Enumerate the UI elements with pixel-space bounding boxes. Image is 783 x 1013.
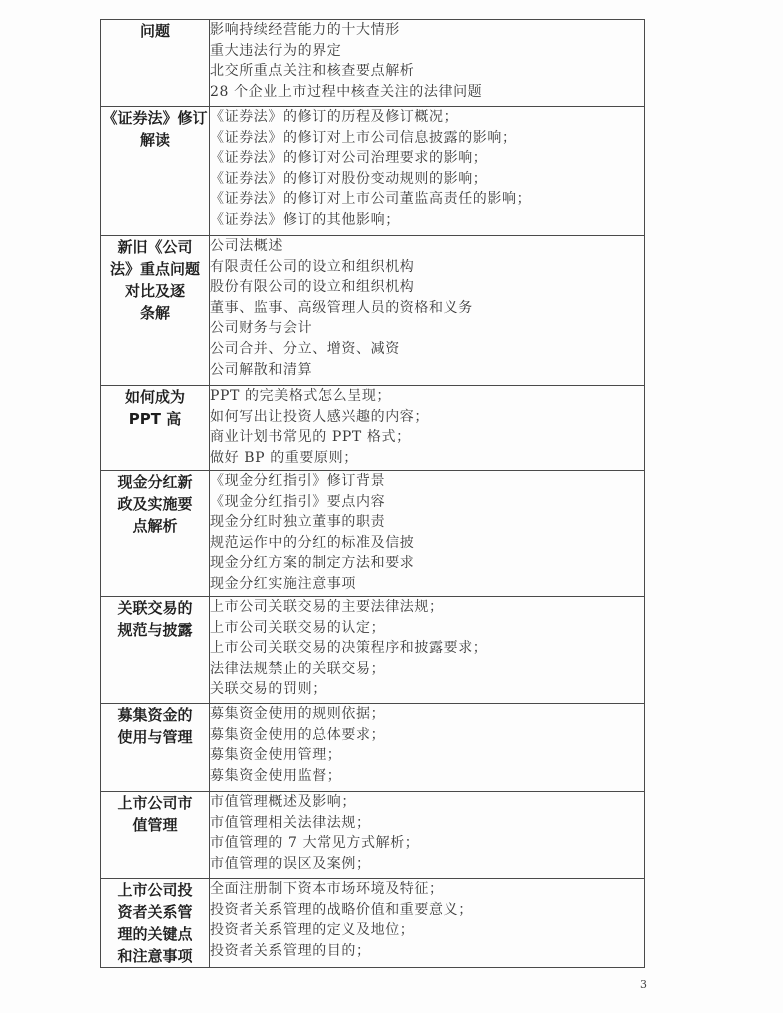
content-cell (210, 236, 645, 386)
content-cell (210, 386, 645, 471)
topic-line: 规范与披露 (117, 621, 193, 639)
topic-cell (101, 20, 210, 107)
content-item: 《现金分红指引》要点内容 (210, 493, 386, 510)
topic-cell (101, 236, 210, 386)
topic-line: 问题 (139, 22, 170, 40)
topic-line: 对比及逐 (124, 282, 185, 300)
topic-line: 关联交易的 (117, 599, 193, 617)
content-item: 重大违法行为的界定 (210, 42, 342, 59)
content-item: 现金分红实施注意事项 (210, 575, 356, 592)
content-cell (210, 471, 645, 597)
content-item: 募集资金使用的总体要求； (210, 726, 386, 743)
content-item: 做好 BP 的重要原则； (210, 449, 358, 466)
content-item: 市值管理的误区及案例； (210, 855, 371, 872)
topic-line: 资者关系管 (117, 903, 193, 921)
content-item: 市值管理相关法律法规； (210, 814, 371, 831)
content-item: 全面注册制下资本市场环境及特征； (210, 881, 444, 897)
topic-line: 点解析 (132, 517, 178, 535)
content-item: 投资者关系管理的目的； (210, 942, 371, 959)
content-cell (210, 20, 645, 107)
content-item: 28 个企业上市过程中核查关注的法律问题 (210, 83, 483, 100)
course-table (100, 19, 645, 968)
content-item: 如何写出让投资人感兴趣的内容； (210, 408, 429, 425)
content-item: 股份有限公司的设立和组织机构 (210, 279, 415, 296)
content-item: 《证券法》的修订对股份变动规则的影响； (210, 170, 488, 187)
content-item: 现金分红时独立董事的职责 (210, 514, 386, 531)
topic-cell (101, 597, 210, 704)
topic-line: 政及实施要 (117, 495, 193, 513)
content-item: 影响持续经营能力的十大情形 (210, 22, 400, 38)
content-item: 《证券法》的修订对上市公司董监高责任的影响； (210, 191, 532, 208)
content-item: 北交所重点关注和核查要点解析 (210, 63, 415, 80)
topic-line: 上市公司市 (117, 794, 193, 812)
topic-line: 和注意事项 (117, 947, 193, 965)
topic-line: 法》重点问题 (109, 260, 200, 278)
topic-line: 值管理 (132, 816, 178, 834)
content-item: 规范运作中的分红的标准及信披 (210, 534, 415, 551)
content-item: 募集资金使用管理； (210, 747, 342, 764)
content-item: 《证券法》的修订的历程及修订概况； (210, 109, 459, 125)
topic-line: 条解 (139, 304, 170, 322)
topic-line: 如何成为 (124, 388, 185, 406)
content-item: 市值管理的 7 大常见方式解析； (210, 835, 420, 852)
content-item: 法律法规禁止的关联交易； (210, 660, 386, 677)
course-row (101, 792, 645, 879)
topic-cell (101, 792, 210, 879)
topic-line: 解读 (139, 131, 170, 149)
content-item: 关联交易的罚则； (210, 681, 327, 698)
content-item: 上市公司关联交易的主要法律法规； (210, 599, 444, 615)
content-item: 《证券法》的修订对公司治理要求的影响； (210, 150, 488, 167)
content-item: 《现金分红指引》修订背景 (210, 473, 386, 489)
topic-line: PPT 高 (128, 410, 182, 428)
content-item: 现金分红方案的制定方法和要求 (210, 555, 415, 572)
content-item: 募集资金使用监督； (210, 767, 342, 784)
topic-line: 使用与管理 (117, 728, 193, 746)
page-number: 3 (640, 978, 647, 991)
topic-line: 《证券法》修订 (102, 109, 208, 127)
content-item: 有限责任公司的设立和组织机构 (210, 258, 415, 275)
topic-line: 上市公司投 (117, 881, 193, 899)
content-item: 公司法概述 (210, 238, 283, 254)
course-row (101, 704, 645, 792)
content-item: 募集资金使用的规则依据； (210, 706, 386, 722)
content-item: 商业计划书常见的 PPT 格式； (210, 429, 411, 446)
course-row (101, 471, 645, 597)
topic-cell (101, 386, 210, 471)
content-cell (210, 597, 645, 704)
course-row (101, 20, 645, 107)
content-item: 投资者关系管理的战略价值和重要意义； (210, 901, 473, 918)
content-cell (210, 704, 645, 792)
content-cell (210, 107, 645, 236)
topic-line: 理的关键点 (117, 925, 193, 943)
content-item: 上市公司关联交易的认定； (210, 619, 386, 636)
content-item: 《证券法》的修订对上市公司信息披露的影响； (210, 129, 517, 146)
content-cell (210, 792, 645, 879)
topic-cell (101, 879, 210, 968)
content-item: 公司解散和清算 (210, 361, 313, 378)
course-table-body (101, 20, 645, 968)
topic-cell (101, 704, 210, 792)
topic-line: 现金分红新 (117, 473, 193, 491)
content-item: 投资者关系管理的定义及地位； (210, 922, 415, 939)
topic-line: 募集资金的 (117, 706, 193, 724)
content-item: 公司合并、分立、增资、减资 (210, 340, 400, 357)
course-row (101, 597, 645, 704)
topic-line: 新旧《公司 (117, 238, 193, 256)
topic-cell (101, 107, 210, 236)
content-item: 市值管理概述及影响； (210, 794, 356, 810)
content-item: 上市公司关联交易的决策程序和披露要求； (210, 640, 488, 657)
course-row (101, 879, 645, 968)
content-cell (210, 879, 645, 968)
topic-cell (101, 471, 210, 597)
content-item: PPT 的完美格式怎么呈现； (210, 388, 392, 404)
content-item: 公司财务与会计 (210, 320, 313, 337)
course-row (101, 107, 645, 236)
course-row (101, 236, 645, 386)
content-item: 《证券法》修订的其他影响； (210, 211, 400, 228)
course-row (101, 386, 645, 471)
content-item: 董事、监事、高级管理人员的资格和义务 (210, 299, 473, 316)
